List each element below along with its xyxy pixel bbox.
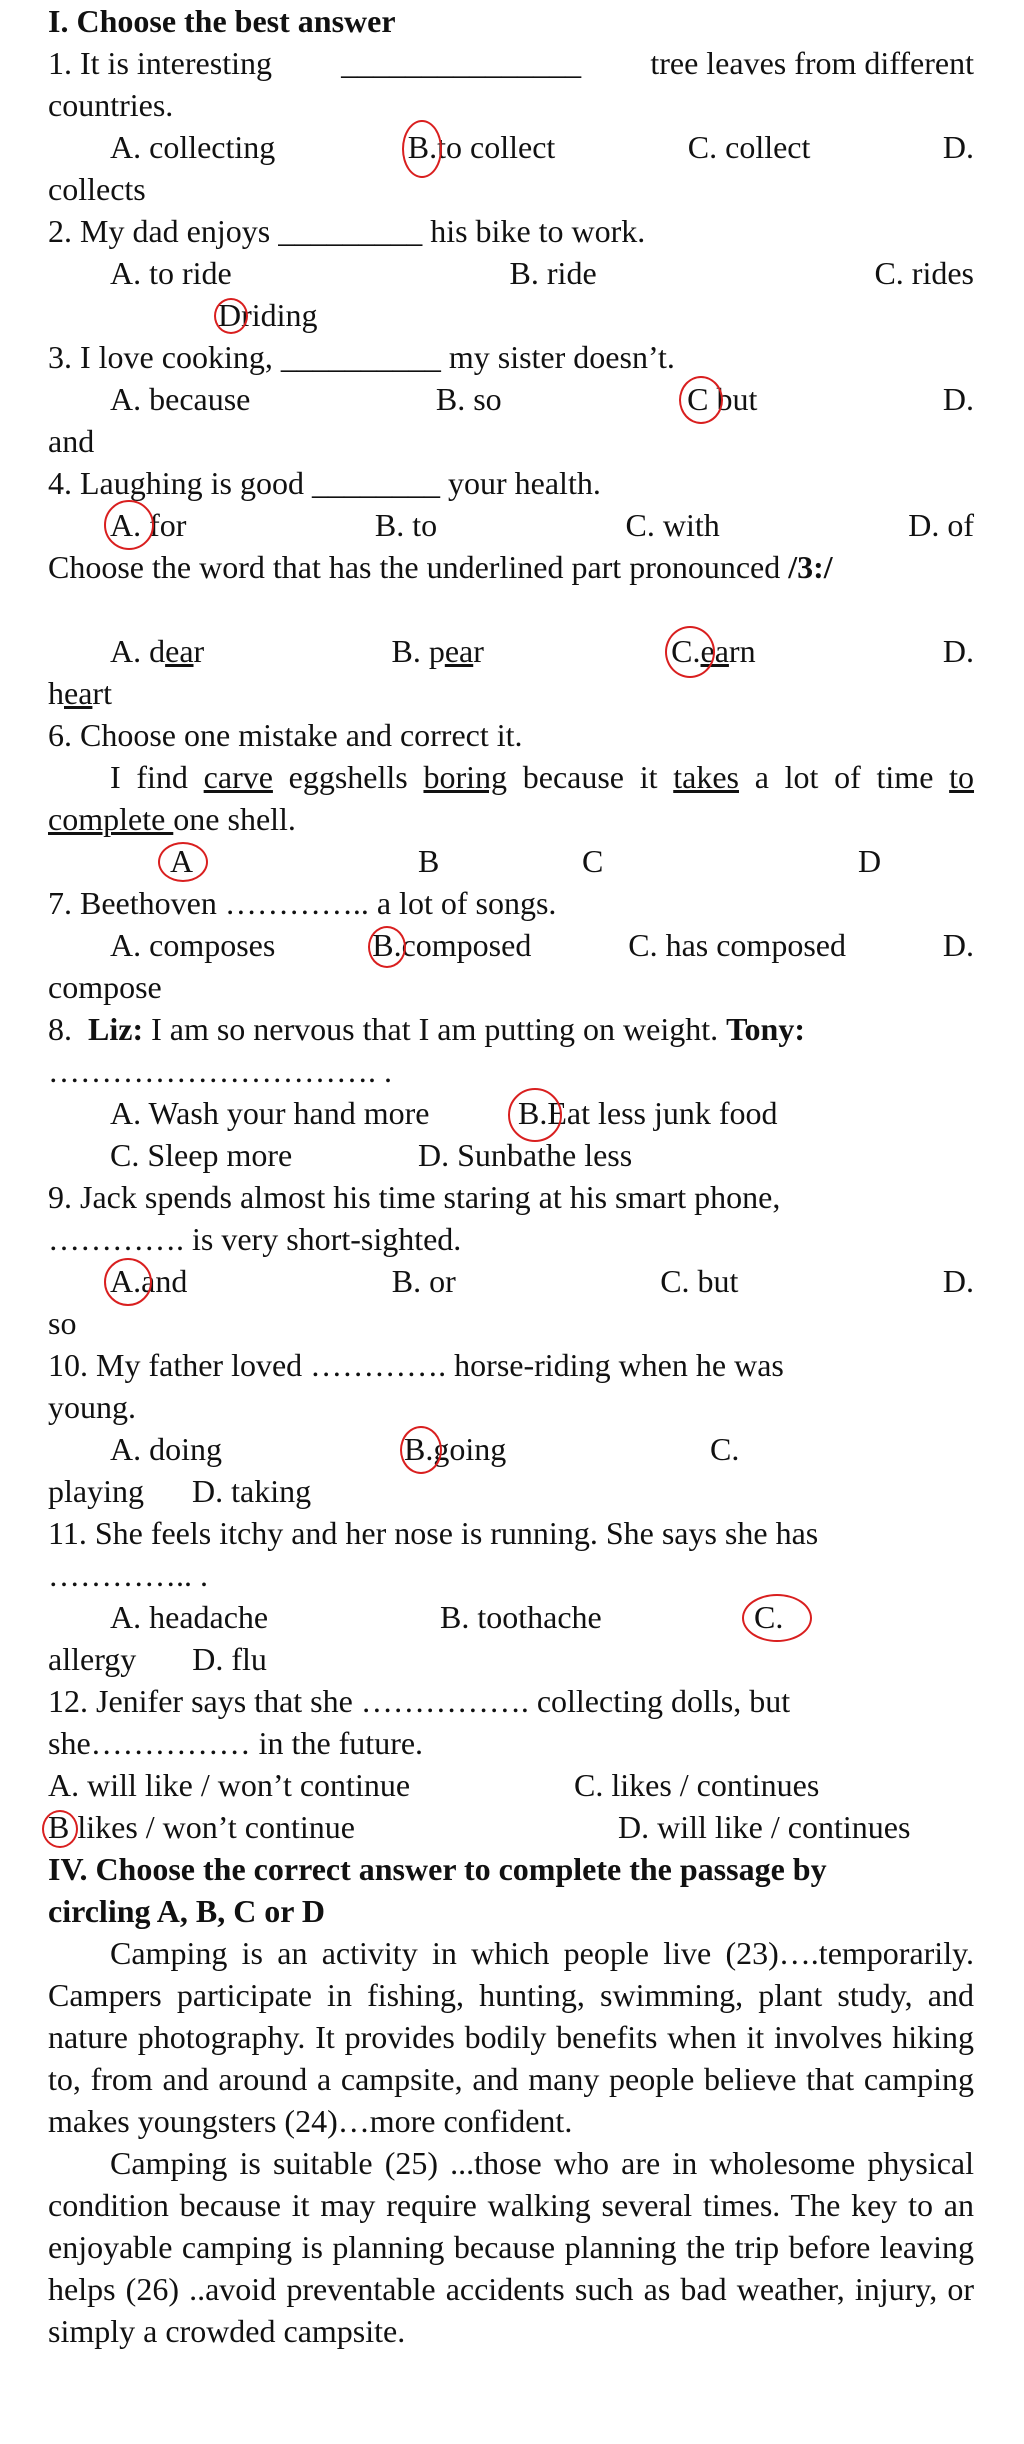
q9-stem-continued: …………. is very short-sighted. <box>48 1221 462 1257</box>
q1-option-b-letter: B. <box>407 129 438 165</box>
q10-option-a[interactable]: A. doing <box>110 1431 222 1467</box>
q6-underlined-a[interactable]: carve <box>203 759 273 795</box>
q2-option-a[interactable]: A. to ride <box>110 255 232 291</box>
q6-sentence <box>48 756 974 798</box>
q1-option-d-text: collects <box>48 171 146 207</box>
q6-label-a-text: A <box>170 843 194 879</box>
q5-option-a-post: r <box>193 633 205 669</box>
q7-option-c[interactable]: C. has composed <box>628 927 846 963</box>
q12-option-b-text: likes / won’t continue <box>77 1809 355 1845</box>
q10-option-c-letter[interactable]: C. <box>710 1431 740 1467</box>
q9-option-d-letter[interactable]: D. <box>942 1263 974 1299</box>
q2-option-d-letter: D <box>218 297 242 333</box>
passage-paragraph-2: Camping is suitable (25) ...those who are in wholesome physical condition because it may require walking several times. The key to an enjoyable camping is planning because planning the trip before leaving helps (26) ..avoid preventable accidents such as bad weather, injury, or simply a crowded campsite. <box>48 2145 974 2349</box>
q12-stem-continued: she…………… in the future. <box>48 1725 424 1761</box>
q5-option-a-pre: A. d <box>110 633 166 669</box>
section-4-title: IV. Choose the correct answer to complete the passage by <box>48 1851 827 1887</box>
q8-stem <box>48 1008 974 1050</box>
passage-paragraph-1: Camping is an activity in which people live (23)….temporarily. Campers participate in fishing, hunting, swimming, plant study, and nature photography. It provides bodily benefits when it involves hiking to, from and around a campsite, and many people believe that camping makes youngsters (24)…more confident. <box>48 1935 974 2139</box>
q6-underlined-d-start[interactable]: to <box>949 759 975 795</box>
q5-option-d-underlined: ea <box>64 675 93 711</box>
q6-underlined-d-end[interactable]: complete <box>48 801 174 837</box>
q11-option-c-letter[interactable] <box>754 1596 783 1638</box>
q8-options-row-2 <box>48 1134 974 1176</box>
q3-option-a[interactable]: A. because <box>110 381 251 417</box>
q10-option-c-text: playing <box>48 1473 144 1509</box>
q3-option-d-letter[interactable]: D. <box>942 381 974 417</box>
q5-option-b-pre: B. p <box>391 633 445 669</box>
q8-number: 8. <box>48 1011 72 1047</box>
q9-option-a-text: and <box>141 1263 188 1299</box>
q5-option-a-underlined: ea <box>165 633 194 669</box>
q3-option-d-text: and <box>48 423 95 459</box>
q6-text: a lot of time <box>738 759 950 795</box>
q5-option-d-post: rt <box>92 675 112 711</box>
q3-stem: 3. I love cooking, __________ my sister doesn’t. <box>48 339 675 375</box>
q5-option-d-word <box>48 672 974 714</box>
q4-option-c[interactable]: C. with <box>625 507 720 543</box>
question-12 <box>48 1680 974 1848</box>
q7-option-b[interactable] <box>372 924 531 966</box>
q7-option-d-text: compose <box>48 969 162 1005</box>
q6-label-c[interactable]: C <box>582 843 604 879</box>
q5-option-c[interactable] <box>671 630 755 672</box>
q5-option-b-underlined: ea <box>444 633 474 669</box>
q9-option-c[interactable]: C. but <box>660 1263 739 1299</box>
q10-option-b-text: going <box>433 1431 507 1467</box>
q8-option-c[interactable]: C. Sleep more <box>110 1137 293 1173</box>
q8-blank: …………………………. . <box>48 1053 392 1089</box>
q12-options-row-1 <box>48 1764 974 1806</box>
q1-blank: _______________ <box>341 45 582 81</box>
question-6 <box>48 714 974 882</box>
q9-option-a[interactable] <box>110 1260 187 1302</box>
q2-option-d-text: riding <box>241 297 318 333</box>
q11-option-c-text: allergy <box>48 1641 137 1677</box>
q5-phoneme: /3:/ <box>788 549 833 585</box>
question-11 <box>48 1512 974 1680</box>
q5-stem-line <box>48 546 974 588</box>
q6-text: I find <box>110 759 204 795</box>
q5-option-b-post: r <box>473 633 484 669</box>
q6-stem: 6. Choose one mistake and correct it. <box>48 717 523 753</box>
q6-underlined-c[interactable]: takes <box>673 759 739 795</box>
q12-option-d[interactable]: D. will like / continues <box>618 1809 911 1845</box>
q4-option-a[interactable] <box>110 504 186 546</box>
q11-options-row-2 <box>48 1638 974 1680</box>
q6-underlined-b[interactable]: boring <box>423 759 508 795</box>
q3-option-c-text: but <box>716 381 758 417</box>
q10-option-b-letter: B. <box>404 1431 434 1467</box>
q5-stem: Choose the word that has the underlined part pronounced <box>48 549 789 585</box>
section-4-title-continued: circling A, B, C or D <box>48 1893 326 1929</box>
q7-stem: 7. Beethoven ………….. a lot of songs. <box>48 885 557 921</box>
question-2 <box>48 210 974 336</box>
q8-option-a[interactable]: A. Wash your hand more <box>110 1095 430 1131</box>
q11-option-b[interactable]: B. toothache <box>440 1599 602 1635</box>
q2-option-d[interactable] <box>218 294 318 336</box>
q4-option-b[interactable]: B. to <box>374 507 438 543</box>
spacer <box>48 588 974 630</box>
section-1-title: I. Choose the best answer <box>48 3 396 39</box>
question-8 <box>48 1008 974 1176</box>
q1-stem: 1. It is interesting <box>48 45 272 81</box>
q11-option-d[interactable]: D. flu <box>192 1641 267 1677</box>
q1-option-b-text: to collect <box>437 129 556 165</box>
q11-options-row <box>48 1596 974 1638</box>
q12-options-row-2 <box>48 1806 974 1848</box>
q2-option-c[interactable]: C. rides <box>874 255 974 291</box>
q1-option-c[interactable]: C. collect <box>687 129 811 165</box>
q11-option-a[interactable]: A. headache <box>110 1599 269 1635</box>
q5-option-c-post: rn <box>728 633 756 669</box>
q12-option-b-letter: B <box>48 1809 70 1845</box>
q5-option-d-pre: h <box>48 675 64 711</box>
q8-liz-line: I am so nervous that I am putting on weight. <box>143 1011 719 1047</box>
q8-speaker-liz: Liz: <box>88 1011 144 1047</box>
q8-option-b[interactable] <box>518 1092 778 1134</box>
q6-text: eggshells <box>272 759 424 795</box>
q7-option-d-letter[interactable]: D. <box>942 927 974 963</box>
q5-option-b[interactable] <box>391 630 483 672</box>
q8-option-b-letter: B. <box>518 1095 548 1131</box>
q6-label-d[interactable]: D <box>858 843 882 879</box>
q11-option-c-letter-text: C. <box>754 1599 784 1635</box>
q3-option-b[interactable]: B. so <box>435 381 502 417</box>
q8-options-row-1 <box>48 1092 974 1134</box>
q8-speaker-tony: Tony: <box>726 1011 805 1047</box>
q7-option-a[interactable]: A. composes <box>110 927 276 963</box>
q1-option-a[interactable]: A. collecting <box>110 129 276 165</box>
q6-label-b[interactable]: B <box>418 843 440 879</box>
question-9 <box>48 1176 974 1344</box>
q8-option-d[interactable]: D. Sunbathe less <box>418 1137 633 1173</box>
q8-option-b-text: Eat less junk food <box>547 1095 778 1131</box>
q12-option-a[interactable]: A. will like / won’t continue <box>48 1767 411 1803</box>
question-1 <box>48 42 974 210</box>
q3-option-c-letter: C <box>687 381 709 417</box>
question-3 <box>48 336 974 462</box>
q6-labels <box>48 840 974 882</box>
q12-stem: 12. Jenifer says that she ……………. collecting dolls, but <box>48 1683 791 1719</box>
q9-option-a-letter: A. <box>110 1263 142 1299</box>
q10-option-d[interactable]: D. taking <box>191 1473 312 1509</box>
question-5 <box>48 546 974 714</box>
question-7 <box>48 882 974 1008</box>
q9-option-d-text: so <box>48 1305 77 1341</box>
q5-option-c-underlined: ea <box>700 633 729 669</box>
q10-options-row-2 <box>48 1470 974 1512</box>
q2-option-b[interactable]: B. ride <box>509 255 597 291</box>
q6-label-a[interactable] <box>170 840 193 882</box>
q7-option-b-text: composed <box>401 927 532 963</box>
q9-option-b[interactable]: B. or <box>391 1263 456 1299</box>
q10-stem: 10. My father loved …………. horse-riding when he was <box>48 1347 784 1383</box>
q1-option-b[interactable] <box>408 126 556 168</box>
q12-option-b[interactable] <box>48 1806 355 1848</box>
q6-text: because it <box>507 759 674 795</box>
q9-stem: 9. Jack spends almost his time staring at his smart phone, <box>48 1179 781 1215</box>
q6-text: one shell. <box>173 801 296 837</box>
q6-sentence-end <box>48 798 974 840</box>
q12-option-c[interactable]: C. likes / continues <box>574 1767 820 1803</box>
q1-stem-continued: countries. <box>48 87 174 123</box>
q5-option-c-letter: C. <box>671 633 701 669</box>
q5-option-a[interactable] <box>110 630 204 672</box>
q2-stem: 2. My dad enjoys _________ his bike to work. <box>48 213 646 249</box>
question-10 <box>48 1344 974 1512</box>
q10-options-row <box>48 1428 974 1470</box>
q7-option-b-letter: B. <box>372 927 402 963</box>
q4-option-a-text: for <box>149 507 187 543</box>
q5-option-d-letter[interactable]: D. <box>942 633 974 669</box>
q11-stem: 11. She feels itchy and her nose is running. She says she has <box>48 1515 819 1551</box>
q10-option-b[interactable] <box>404 1428 506 1470</box>
q3-option-c[interactable] <box>687 378 757 420</box>
q4-option-d[interactable]: D. of <box>908 507 974 543</box>
q10-stem-continued: young. <box>48 1389 136 1425</box>
q11-stem-continued: ………….. . <box>48 1557 208 1593</box>
q1-option-d-letter[interactable]: D. <box>942 129 974 165</box>
q4-stem: 4. Laughing is good ________ your health. <box>48 465 601 501</box>
q4-option-a-letter: A. <box>110 507 142 543</box>
q1-stem-end: tree leaves from different <box>650 45 974 81</box>
question-4 <box>48 462 974 546</box>
